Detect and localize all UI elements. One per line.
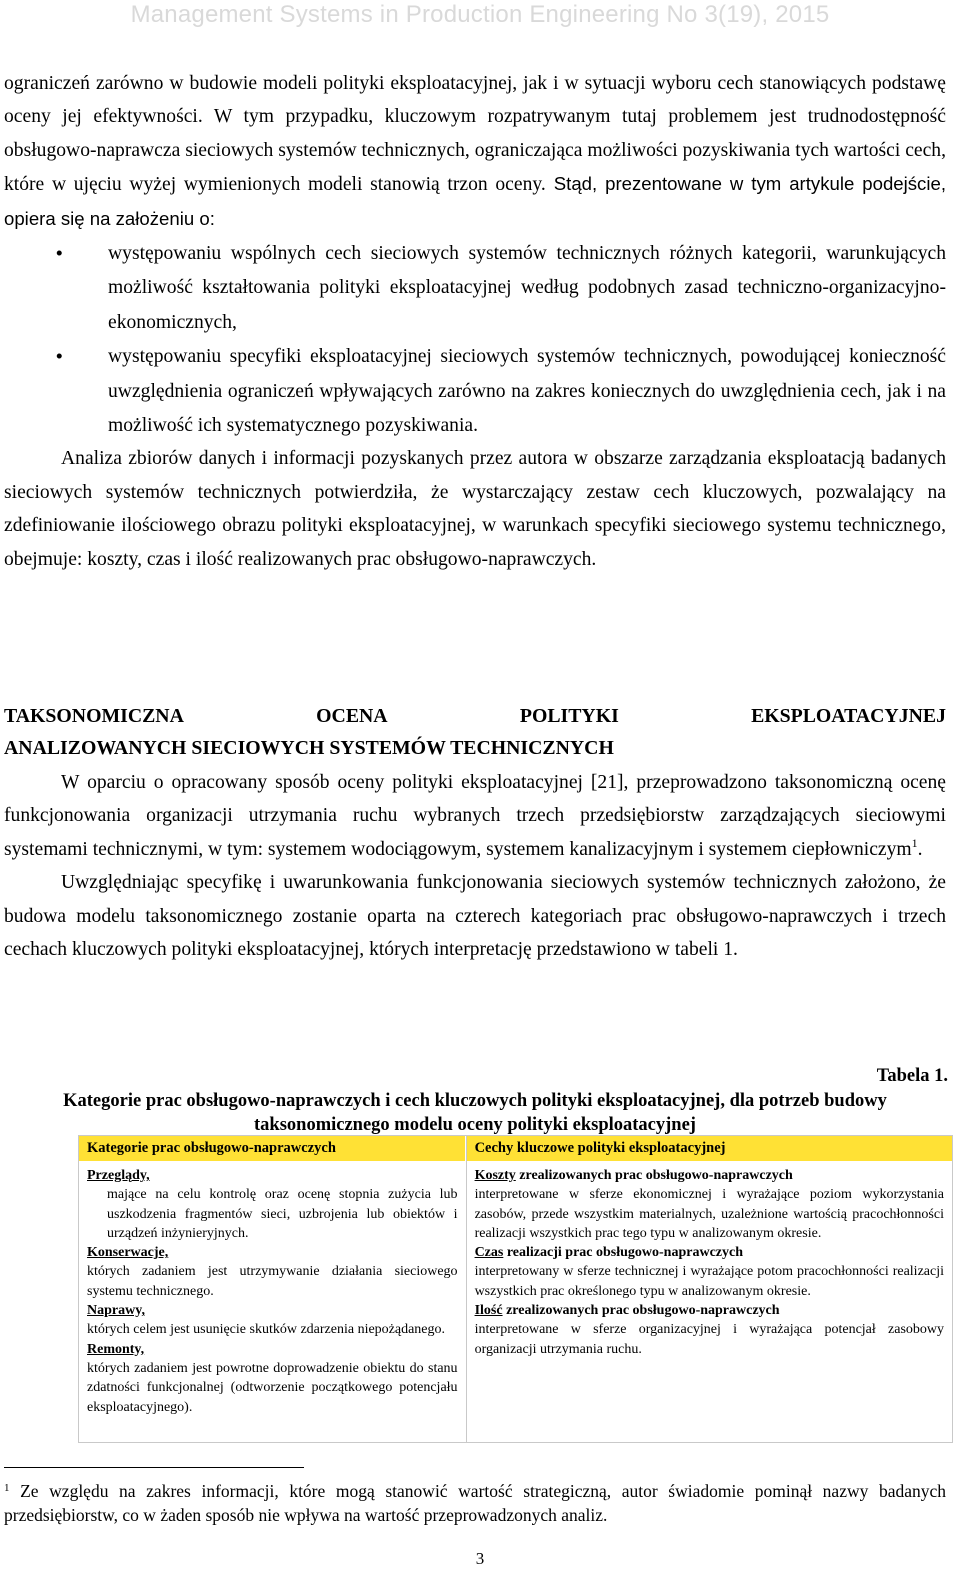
list-item: • występowaniu specyfiki eksploatacyjnej sieciowych systemów technicznych, powodującej konieczność uwzględnienia ograniczeń wpływających zarówno na zakres koniecznych do uwzględnienia cech, jak i na możliwość ich systematycznego pozyskiwania. xyxy=(4,339,946,442)
table-column-features xyxy=(467,1136,952,1442)
intro-text-serif: ograniczeń zarówno w budowie modeli polityki eksploatacyjnej, jak i w sytuacji wyboru cech stanowiących podstawę oceny jej efektywności. W tym przypadku, kluczowym rozpatrywanym tutaj problemem jest trudnodostępność obsługowo-naprawcza sieciowych systemów technicznych, ograniczająca możliwości pozyskiwania tych wartości cech, które w ujęciu wyżej wymienionych modeli stanowią trzon oceny. xyxy=(4,73,946,196)
table-column-categories xyxy=(79,1136,467,1442)
list-item: • występowaniu wspólnych cech sieciowych systemów technicznych różnych kategorii, warunkujących możliwość kształtowania polityki eksploatacyjnej według podobnych zasad techniczno-organizacyjno-ekonomicznych, xyxy=(4,236,946,339)
footnote xyxy=(4,1479,946,1527)
page-number: 3 xyxy=(475,1549,485,1568)
table-number: Tabela 1. xyxy=(876,1066,948,1086)
assumption-list xyxy=(4,236,946,442)
analysis-paragraph: Analiza zbiorów danych i informacji pozyskanych przez autora w obszarze zarządzania eksploatacją badanych sieciowych systemów technicznych potwierdziła, że wystarczający zestaw cech kluczowych, pozwalający na zdefiniowanie ilościowego obrazu polityki eksploatacyjnej, w warunkach specyfiki sieciowego systemu technicznego, obejmuje: koszty, czas i ilość realizowanych prac obsługowo-naprawczych. xyxy=(4,448,946,570)
section-heading-line1: TAKSONOMICZNA OCENA POLITYKI EKSPLOATACYJNEJ xyxy=(4,705,946,727)
intro-text-sans: Stąd, prezentowane w tym artykule podejście, opiera się na założeniu o: xyxy=(4,173,946,229)
footnote-ref[interactable]: 1 xyxy=(911,835,918,850)
bullet-icon: • xyxy=(56,345,63,367)
section-paragraph-2: Uwzględniając specyfikę i uwarunkowania funkcjonowania sieciowych systemów technicznych założono, że budowa modelu taksonomicznego zostanie oparta na czterech kategoriach prac obsługowo-naprawczych i trzech cechach kluczowych polityki eksploatacyjnej, których interpretację przedstawiono w tabeli 1. xyxy=(4,872,946,961)
table-cell-features xyxy=(467,1161,952,1442)
table-header-categories: Kategorie prac obsługowo-naprawczych xyxy=(79,1136,466,1161)
footnote-number: 1 xyxy=(4,1482,10,1494)
feature-item: Koszty zrealizowanych prac obsługowo-naprawczych interpretowane w sferze ekonomicznej i wyrażające poziom wykorzystania zasobów, przede wszystkim materialnych, uzależnione wartością pracochłonności realizacji wszystkich prac tego typu w analizowanym okresie. xyxy=(474,1168,944,1241)
section-body xyxy=(4,766,946,966)
categories-table xyxy=(78,1135,953,1443)
table-header-features: Cechy kluczowe polityki eksploatacyjnej xyxy=(467,1136,952,1161)
category-item: Naprawy, których celem jest usunięcie skutków zdarzenia niepożądanego. xyxy=(87,1303,446,1338)
feature-item: Ilość zrealizowanych prac obsługowo-naprawczych interpretowane w sferze organizacyjnej i wyrażająca potencjał zasobowy organizacji utrzymania ruchu. xyxy=(474,1303,944,1357)
feature-item: Czas realizacji prac obsługowo-naprawczych interpretowany w sferze technicznej i wyrażające potom pracochłonności realizacji wszystkich prac określonego typu w analizowanym okresie. xyxy=(474,1245,944,1299)
table-caption: Kategorie prac obsługowo-naprawczych i cech kluczowych polityki eksploatacyjnej, dla potrzeb budowy taksonomicznego modelu oceny polityki eksploatacyjnej xyxy=(63,1091,887,1135)
section-heading xyxy=(4,700,946,764)
footnote-text: Ze względu na zakres informacji, które mogą stanowić wartość strategiczną, autor świadomie pominął nazwy badanych przedsiębiorstw, co w żaden sposób nie wpływa na wartość przeprowadzonych analiz. xyxy=(4,1481,946,1525)
bullet-icon: • xyxy=(56,242,63,264)
intro-paragraph xyxy=(4,67,946,576)
footnote-divider xyxy=(4,1467,304,1468)
category-item: Przeglądy, mające na celu kontrolę oraz ocenę stopnia zużycia lub uszkodzenia fragmentów sieci, uzbrojenia lub obiektów i urządzeń inżynieryjnych. xyxy=(87,1168,458,1241)
journal-header: Management Systems in Production Engineering No 3(19), 2015 xyxy=(130,1,830,28)
category-item: Konserwacje, których zadaniem jest utrzymywanie działania sieciowego systemu technicznego. xyxy=(87,1245,458,1299)
category-item: Remonty, których zadaniem jest powrotne doprowadzenie obiektu do stanu zdatności funkcjonalnej (odtworzenie początkowego potencjału eksploatacyjnego). xyxy=(87,1341,458,1415)
table-cell-categories xyxy=(79,1161,466,1442)
section-paragraph-1: W oparciu o opracowany sposób oceny polityki eksploatacyjnej [21], przeprowadzono taksonomiczną ocenę funkcjonowania organizacji utrzymania ruchu wybranych trzech przedsiębiorstw zarządzających sieciowymi systemami technicznymi, w tym: systemem wodociągowym, systemem kanalizacyjnym i systemem ciepłowniczym$^1$. xyxy=(4,772,946,860)
section-heading-line2: ANALIZOWANYCH SIECIOWYCH SYSTEMÓW TECHNICZNYCH xyxy=(4,737,614,759)
